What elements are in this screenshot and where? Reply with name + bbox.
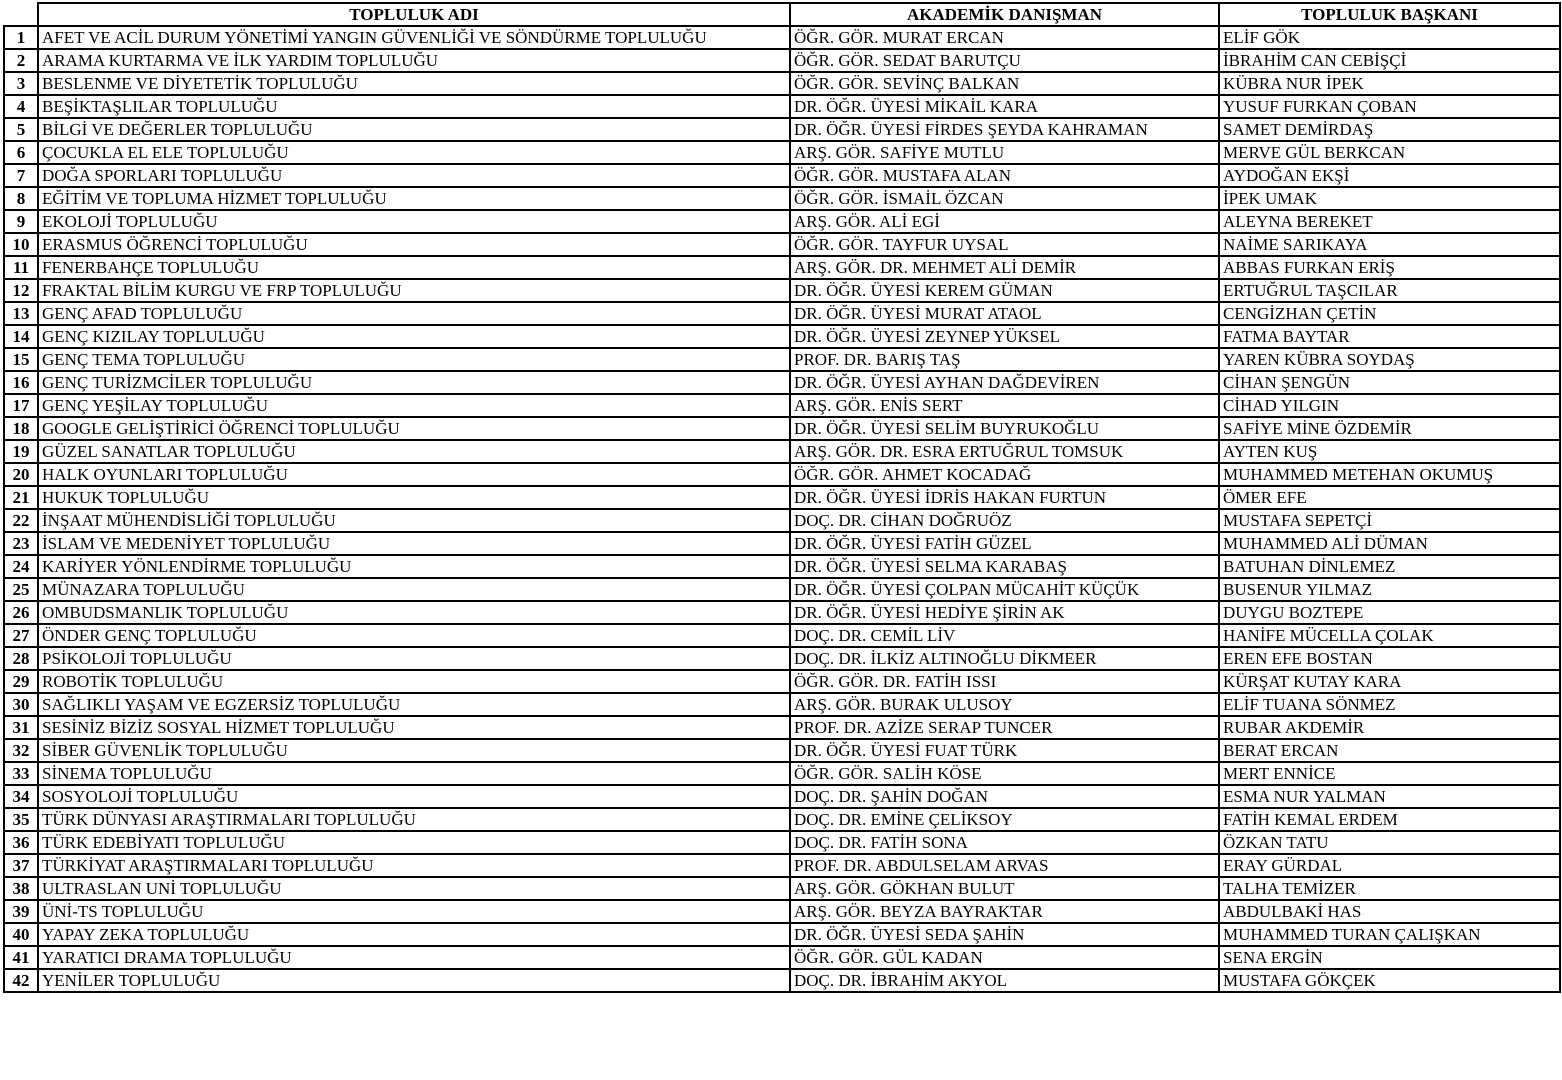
row-number: 2 xyxy=(4,49,38,72)
community-president-cell: İBRAHİM CAN CEBİŞÇİ xyxy=(1219,49,1560,72)
academic-advisor-cell: DR. ÖĞR. ÜYESİ KEREM GÜMAN xyxy=(790,279,1219,302)
community-name-cell: ERASMUS ÖĞRENCİ TOPLULUĞU xyxy=(38,233,790,256)
community-name-cell: SOSYOLOJİ TOPLULUĞU xyxy=(38,785,790,808)
community-president-cell: ERTUĞRUL TAŞCILAR xyxy=(1219,279,1560,302)
community-name-cell: SAĞLIKLI YAŞAM VE EGZERSİZ TOPLULUĞU xyxy=(38,693,790,716)
community-name-cell: SESİNİZ BİZİZ SOSYAL HİZMET TOPLULUĞU xyxy=(38,716,790,739)
community-name-cell: OMBUDSMANLIK TOPLULUĞU xyxy=(38,601,790,624)
community-president-cell: KÜBRA NUR İPEK xyxy=(1219,72,1560,95)
row-number: 1 xyxy=(4,26,38,49)
community-president-cell: ÖZKAN TATU xyxy=(1219,831,1560,854)
academic-advisor-cell: ÖĞR. GÖR. AHMET KOCADAĞ xyxy=(790,463,1219,486)
community-president-cell: DUYGU BOZTEPE xyxy=(1219,601,1560,624)
table-row xyxy=(4,762,1560,785)
table-row xyxy=(4,831,1560,854)
table-row xyxy=(4,463,1560,486)
community-name-cell: HALK OYUNLARI TOPLULUĞU xyxy=(38,463,790,486)
row-number: 20 xyxy=(4,463,38,486)
community-name-cell: KARİYER YÖNLENDİRME TOPLULUĞU xyxy=(38,555,790,578)
community-name-cell: ÇOCUKLA EL ELE TOPLULUĞU xyxy=(38,141,790,164)
academic-advisor-cell: ARŞ. GÖR. GÖKHAN BULUT xyxy=(790,877,1219,900)
academic-advisor-cell: DR. ÖĞR. ÜYESİ İDRİS HAKAN FURTUN xyxy=(790,486,1219,509)
row-number: 32 xyxy=(4,739,38,762)
table-row xyxy=(4,555,1560,578)
academic-advisor-cell: ARŞ. GÖR. ENİS SERT xyxy=(790,394,1219,417)
community-president-cell: SAMET DEMİRDAŞ xyxy=(1219,118,1560,141)
community-president-cell: MUHAMMED METEHAN OKUMUŞ xyxy=(1219,463,1560,486)
table-row xyxy=(4,900,1560,923)
community-name-cell: BİLGİ VE DEĞERLER TOPLULUĞU xyxy=(38,118,790,141)
row-number: 22 xyxy=(4,509,38,532)
community-name-cell: GENÇ AFAD TOPLULUĞU xyxy=(38,302,790,325)
table-row xyxy=(4,808,1560,831)
table-row xyxy=(4,210,1560,233)
community-president-cell: CİHAN ŞENGÜN xyxy=(1219,371,1560,394)
header-community-president: TOPLULUK BAŞKANI xyxy=(1219,3,1560,26)
community-president-cell: YAREN KÜBRA SOYDAŞ xyxy=(1219,348,1560,371)
academic-advisor-cell: ARŞ. GÖR. DR. ESRA ERTUĞRUL TOMSUK xyxy=(790,440,1219,463)
community-name-cell: HUKUK TOPLULUĞU xyxy=(38,486,790,509)
community-president-cell: MUSTAFA GÖKÇEK xyxy=(1219,969,1560,992)
community-name-cell: GENÇ TEMA TOPLULUĞU xyxy=(38,348,790,371)
academic-advisor-cell: PROF. DR. AZİZE SERAP TUNCER xyxy=(790,716,1219,739)
academic-advisor-cell: ARŞ. GÖR. BURAK ULUSOY xyxy=(790,693,1219,716)
community-president-cell: NAİME SARIKAYA xyxy=(1219,233,1560,256)
academic-advisor-cell: DR. ÖĞR. ÜYESİ MİKAİL KARA xyxy=(790,95,1219,118)
table-row xyxy=(4,95,1560,118)
table-row xyxy=(4,325,1560,348)
community-name-cell: GENÇ KIZILAY TOPLULUĞU xyxy=(38,325,790,348)
row-number: 26 xyxy=(4,601,38,624)
table-row xyxy=(4,923,1560,946)
community-name-cell: ROBOTİK TOPLULUĞU xyxy=(38,670,790,693)
community-president-cell: FATMA BAYTAR xyxy=(1219,325,1560,348)
community-president-cell: ESMA NUR YALMAN xyxy=(1219,785,1560,808)
academic-advisor-cell: ARŞ. GÖR. ALİ EGİ xyxy=(790,210,1219,233)
row-number: 6 xyxy=(4,141,38,164)
community-president-cell: BUSENUR YILMAZ xyxy=(1219,578,1560,601)
community-president-cell: MERVE GÜL BERKCAN xyxy=(1219,141,1560,164)
table-row xyxy=(4,785,1560,808)
academic-advisor-cell: PROF. DR. BARIŞ TAŞ xyxy=(790,348,1219,371)
community-name-cell: PSİKOLOJİ TOPLULUĞU xyxy=(38,647,790,670)
row-number: 4 xyxy=(4,95,38,118)
community-president-cell: HANİFE MÜCELLA ÇOLAK xyxy=(1219,624,1560,647)
community-name-cell: YAPAY ZEKA TOPLULUĞU xyxy=(38,923,790,946)
table-body xyxy=(4,26,1560,992)
row-number: 7 xyxy=(4,164,38,187)
academic-advisor-cell: ÖĞR. GÖR. TAYFUR UYSAL xyxy=(790,233,1219,256)
community-name-cell: BESLENME VE DİYETETİK TOPLULUĞU xyxy=(38,72,790,95)
row-number: 8 xyxy=(4,187,38,210)
community-president-cell: ERAY GÜRDAL xyxy=(1219,854,1560,877)
row-number: 34 xyxy=(4,785,38,808)
community-president-cell: İPEK UMAK xyxy=(1219,187,1560,210)
academic-advisor-cell: DOÇ. DR. EMİNE ÇELİKSOY xyxy=(790,808,1219,831)
community-name-cell: AFET VE ACİL DURUM YÖNETİMİ YANGIN GÜVENLİĞİ VE SÖNDÜRME TOPLULUĞU xyxy=(38,26,790,49)
academic-advisor-cell: DR. ÖĞR. ÜYESİ ÇOLPAN MÜCAHİT KÜÇÜK xyxy=(790,578,1219,601)
table-row xyxy=(4,670,1560,693)
row-number: 13 xyxy=(4,302,38,325)
community-name-cell: FRAKTAL BİLİM KURGU VE FRP TOPLULUĞU xyxy=(38,279,790,302)
community-name-cell: TÜRK EDEBİYATI TOPLULUĞU xyxy=(38,831,790,854)
community-president-cell: MUHAMMED ALİ DÜMAN xyxy=(1219,532,1560,555)
table-row xyxy=(4,118,1560,141)
community-president-cell: BERAT ERCAN xyxy=(1219,739,1560,762)
row-number: 18 xyxy=(4,417,38,440)
community-name-cell: ULTRASLAN UNİ TOPLULUĞU xyxy=(38,877,790,900)
community-name-cell: GOOGLE GELİŞTİRİCİ ÖĞRENCİ TOPLULUĞU xyxy=(38,417,790,440)
table-row xyxy=(4,141,1560,164)
community-president-cell: ÖMER EFE xyxy=(1219,486,1560,509)
academic-advisor-cell: ARŞ. GÖR. SAFİYE MUTLU xyxy=(790,141,1219,164)
table-row xyxy=(4,578,1560,601)
row-number: 5 xyxy=(4,118,38,141)
community-president-cell: MUSTAFA SEPETÇİ xyxy=(1219,509,1560,532)
row-number: 31 xyxy=(4,716,38,739)
row-number: 40 xyxy=(4,923,38,946)
community-president-cell: MERT ENNİCE xyxy=(1219,762,1560,785)
community-name-cell: TÜRKİYAT ARAŞTIRMALARI TOPLULUĞU xyxy=(38,854,790,877)
row-number: 27 xyxy=(4,624,38,647)
row-number: 28 xyxy=(4,647,38,670)
community-president-cell: MUHAMMED TURAN ÇALIŞKAN xyxy=(1219,923,1560,946)
communities-table xyxy=(3,2,1561,993)
table-row xyxy=(4,302,1560,325)
table-row xyxy=(4,601,1560,624)
table-row xyxy=(4,371,1560,394)
academic-advisor-cell: DOÇ. DR. CİHAN DOĞRUÖZ xyxy=(790,509,1219,532)
academic-advisor-cell: DR. ÖĞR. ÜYESİ SELMA KARABAŞ xyxy=(790,555,1219,578)
academic-advisor-cell: DR. ÖĞR. ÜYESİ SELİM BUYRUKOĞLU xyxy=(790,417,1219,440)
row-number: 21 xyxy=(4,486,38,509)
table-row xyxy=(4,693,1560,716)
table-row xyxy=(4,946,1560,969)
table-row xyxy=(4,877,1560,900)
academic-advisor-cell: ARŞ. GÖR. DR. MEHMET ALİ DEMİR xyxy=(790,256,1219,279)
table-row xyxy=(4,417,1560,440)
academic-advisor-cell: DOÇ. DR. İBRAHİM AKYOL xyxy=(790,969,1219,992)
community-president-cell: TALHA TEMİZER xyxy=(1219,877,1560,900)
row-number: 12 xyxy=(4,279,38,302)
community-president-cell: ELİF TUANA SÖNMEZ xyxy=(1219,693,1560,716)
row-number: 29 xyxy=(4,670,38,693)
community-name-cell: GENÇ TURİZMCİLER TOPLULUĞU xyxy=(38,371,790,394)
row-number: 17 xyxy=(4,394,38,417)
table-row xyxy=(4,486,1560,509)
academic-advisor-cell: DR. ÖĞR. ÜYESİ FATİH GÜZEL xyxy=(790,532,1219,555)
community-name-cell: YARATICI DRAMA TOPLULUĞU xyxy=(38,946,790,969)
header-index xyxy=(4,3,38,26)
row-number: 15 xyxy=(4,348,38,371)
table-row xyxy=(4,532,1560,555)
table-row xyxy=(4,624,1560,647)
table-row xyxy=(4,854,1560,877)
header-academic-advisor: AKADEMİK DANIŞMAN xyxy=(790,3,1219,26)
table-row xyxy=(4,394,1560,417)
academic-advisor-cell: DOÇ. DR. FATİH SONA xyxy=(790,831,1219,854)
community-president-cell: FATİH KEMAL ERDEM xyxy=(1219,808,1560,831)
academic-advisor-cell: ÖĞR. GÖR. DR. FATİH ISSI xyxy=(790,670,1219,693)
table-row xyxy=(4,739,1560,762)
community-name-cell: FENERBAHÇE TOPLULUĞU xyxy=(38,256,790,279)
row-number: 19 xyxy=(4,440,38,463)
academic-advisor-cell: ÖĞR. GÖR. SEDAT BARUTÇU xyxy=(790,49,1219,72)
row-number: 14 xyxy=(4,325,38,348)
community-name-cell: İNŞAAT MÜHENDİSLİĞİ TOPLULUĞU xyxy=(38,509,790,532)
community-president-cell: EREN EFE BOSTAN xyxy=(1219,647,1560,670)
community-president-cell: BATUHAN DİNLEMEZ xyxy=(1219,555,1560,578)
row-number: 11 xyxy=(4,256,38,279)
community-president-cell: SENA ERGİN xyxy=(1219,946,1560,969)
academic-advisor-cell: ÖĞR. GÖR. GÜL KADAN xyxy=(790,946,1219,969)
row-number: 35 xyxy=(4,808,38,831)
academic-advisor-cell: DR. ÖĞR. ÜYESİ SEDA ŞAHİN xyxy=(790,923,1219,946)
community-president-cell: AYDOĞAN EKŞİ xyxy=(1219,164,1560,187)
table-row xyxy=(4,279,1560,302)
table-row xyxy=(4,187,1560,210)
community-president-cell: SAFİYE MİNE ÖZDEMİR xyxy=(1219,417,1560,440)
row-number: 39 xyxy=(4,900,38,923)
header-row xyxy=(4,3,1560,26)
community-name-cell: ÜNİ-TS TOPLULUĞU xyxy=(38,900,790,923)
community-name-cell: GENÇ YEŞİLAY TOPLULUĞU xyxy=(38,394,790,417)
academic-advisor-cell: DOÇ. DR. ŞAHİN DOĞAN xyxy=(790,785,1219,808)
community-president-cell: ELİF GÖK xyxy=(1219,26,1560,49)
community-name-cell: EKOLOJİ TOPLULUĞU xyxy=(38,210,790,233)
community-name-cell: BEŞİKTAŞLILAR TOPLULUĞU xyxy=(38,95,790,118)
row-number: 16 xyxy=(4,371,38,394)
table-row xyxy=(4,256,1560,279)
row-number: 9 xyxy=(4,210,38,233)
community-president-cell: AYTEN KUŞ xyxy=(1219,440,1560,463)
community-president-cell: RUBAR AKDEMİR xyxy=(1219,716,1560,739)
community-name-cell: ÖNDER GENÇ TOPLULUĞU xyxy=(38,624,790,647)
row-number: 38 xyxy=(4,877,38,900)
community-name-cell: YENİLER TOPLULUĞU xyxy=(38,969,790,992)
community-name-cell: TÜRK DÜNYASI ARAŞTIRMALARI TOPLULUĞU xyxy=(38,808,790,831)
community-president-cell: ABDULBAKİ HAS xyxy=(1219,900,1560,923)
community-name-cell: GÜZEL SANATLAR TOPLULUĞU xyxy=(38,440,790,463)
table-row xyxy=(4,969,1560,992)
academic-advisor-cell: ÖĞR. GÖR. SEVİNÇ BALKAN xyxy=(790,72,1219,95)
row-number: 24 xyxy=(4,555,38,578)
community-president-cell: YUSUF FURKAN ÇOBAN xyxy=(1219,95,1560,118)
table-row xyxy=(4,49,1560,72)
academic-advisor-cell: DR. ÖĞR. ÜYESİ AYHAN DAĞDEVİREN xyxy=(790,371,1219,394)
table-row xyxy=(4,509,1560,532)
table-row xyxy=(4,348,1560,371)
row-number: 3 xyxy=(4,72,38,95)
community-president-cell: CENGİZHAN ÇETİN xyxy=(1219,302,1560,325)
academic-advisor-cell: DR. ÖĞR. ÜYESİ FİRDES ŞEYDA KAHRAMAN xyxy=(790,118,1219,141)
academic-advisor-cell: DOÇ. DR. İLKİZ ALTINOĞLU DİKMEER xyxy=(790,647,1219,670)
academic-advisor-cell: DR. ÖĞR. ÜYESİ MURAT ATAOL xyxy=(790,302,1219,325)
row-number: 33 xyxy=(4,762,38,785)
academic-advisor-cell: DOÇ. DR. CEMİL LİV xyxy=(790,624,1219,647)
academic-advisor-cell: DR. ÖĞR. ÜYESİ ZEYNEP YÜKSEL xyxy=(790,325,1219,348)
community-president-cell: KÜRŞAT KUTAY KARA xyxy=(1219,670,1560,693)
row-number: 10 xyxy=(4,233,38,256)
community-name-cell: DOĞA SPORLARI TOPLULUĞU xyxy=(38,164,790,187)
row-number: 36 xyxy=(4,831,38,854)
community-name-cell: SİNEMA TOPLULUĞU xyxy=(38,762,790,785)
community-name-cell: MÜNAZARA TOPLULUĞU xyxy=(38,578,790,601)
table-row xyxy=(4,440,1560,463)
academic-advisor-cell: ÖĞR. GÖR. MURAT ERCAN xyxy=(790,26,1219,49)
academic-advisor-cell: PROF. DR. ABDULSELAM ARVAS xyxy=(790,854,1219,877)
academic-advisor-cell: ÖĞR. GÖR. İSMAİL ÖZCAN xyxy=(790,187,1219,210)
row-number: 42 xyxy=(4,969,38,992)
table-row xyxy=(4,233,1560,256)
academic-advisor-cell: DR. ÖĞR. ÜYESİ HEDİYE ŞİRİN AK xyxy=(790,601,1219,624)
academic-advisor-cell: ARŞ. GÖR. BEYZA BAYRAKTAR xyxy=(790,900,1219,923)
table-row xyxy=(4,26,1560,49)
academic-advisor-cell: DR. ÖĞR. ÜYESİ FUAT TÜRK xyxy=(790,739,1219,762)
table-row xyxy=(4,716,1560,739)
header-community-name: TOPLULUK ADI xyxy=(38,3,790,26)
community-name-cell: İSLAM VE MEDENİYET TOPLULUĞU xyxy=(38,532,790,555)
row-number: 37 xyxy=(4,854,38,877)
table-row xyxy=(4,647,1560,670)
community-president-cell: ALEYNA BEREKET xyxy=(1219,210,1560,233)
table-row xyxy=(4,164,1560,187)
academic-advisor-cell: ÖĞR. GÖR. MUSTAFA ALAN xyxy=(790,164,1219,187)
row-number: 41 xyxy=(4,946,38,969)
row-number: 23 xyxy=(4,532,38,555)
academic-advisor-cell: ÖĞR. GÖR. SALİH KÖSE xyxy=(790,762,1219,785)
community-name-cell: SİBER GÜVENLİK TOPLULUĞU xyxy=(38,739,790,762)
community-name-cell: EĞİTİM VE TOPLUMA HİZMET TOPLULUĞU xyxy=(38,187,790,210)
community-name-cell: ARAMA KURTARMA VE İLK YARDIM TOPLULUĞU xyxy=(38,49,790,72)
community-president-cell: ABBAS FURKAN ERİŞ xyxy=(1219,256,1560,279)
row-number: 30 xyxy=(4,693,38,716)
table-row xyxy=(4,72,1560,95)
community-president-cell: CİHAD YILGIN xyxy=(1219,394,1560,417)
row-number: 25 xyxy=(4,578,38,601)
